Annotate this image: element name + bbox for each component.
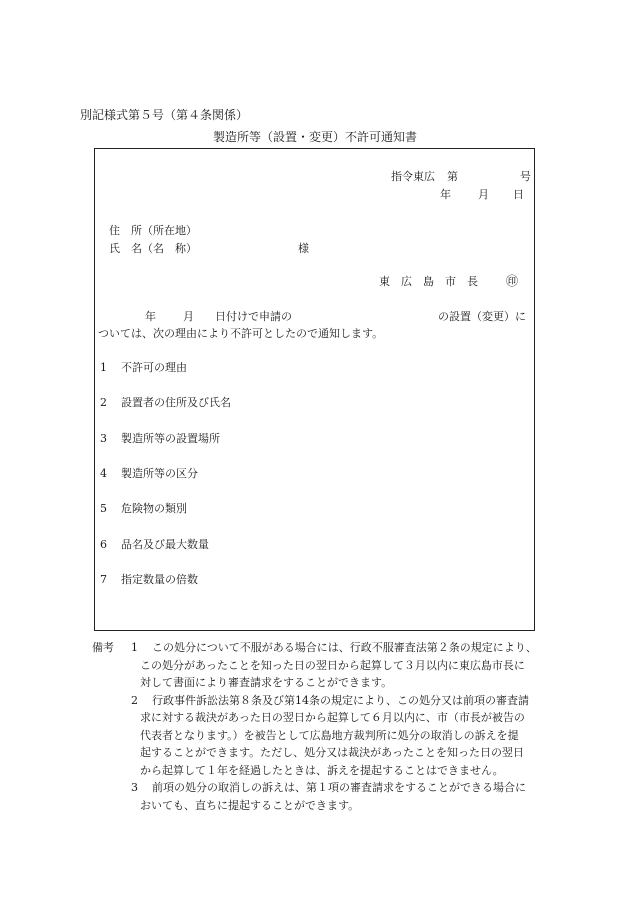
note-line: 対して書面により審査請求をすることができます。 [140, 676, 393, 689]
item-label: 不許可の理由 [121, 361, 187, 374]
item-label: 品名及び最大数量 [121, 537, 209, 551]
body-line-1 [145, 308, 292, 324]
note-item [92, 692, 562, 780]
item-number: 6 [100, 537, 107, 551]
reference-dai: 第 [447, 170, 458, 183]
note-line: から起算して１年を経過したときは、訴えを提起することはできません。 [140, 763, 504, 777]
item-number: 5 [100, 502, 107, 516]
issue-year: 年 [440, 188, 451, 201]
item-number: 3 [100, 431, 107, 445]
notes-section [92, 639, 562, 814]
reference-go: 号 [520, 170, 531, 183]
form-reference: 別記様式第５号（第４条関係） [80, 108, 249, 122]
honorific: 様 [298, 242, 309, 255]
item-number: 7 [100, 572, 107, 586]
item-row [100, 430, 220, 446]
issue-month: 月 [478, 188, 489, 201]
address-label: 住 所（所在地） [109, 224, 197, 237]
reference-prefix: 指令東広 [391, 170, 435, 183]
item-row [100, 571, 198, 587]
note-line: この処分について不服がある場合には、行政不服審査法第２条の規定により、 [152, 641, 537, 654]
note-line: 行政事件訴訟法第８条及び第14条の規定により、この処分又は前項の審査請 [152, 693, 529, 707]
item-number: 2 [100, 396, 107, 410]
body-year: 年 [145, 310, 156, 323]
item-row [100, 500, 187, 516]
note-item [92, 779, 562, 814]
issue-date [440, 186, 524, 202]
item-label: 製造所等の区分 [121, 466, 198, 480]
note-number: 3 [131, 781, 138, 794]
note-number: 1 [131, 641, 138, 654]
item-label: 危険物の類別 [121, 502, 187, 516]
item-row [100, 465, 198, 481]
item-number: 1 [100, 361, 107, 374]
notes-label: 備考 [92, 641, 114, 654]
item-row [100, 359, 187, 375]
item-row [100, 536, 209, 552]
note-item [92, 639, 562, 692]
issuer: 東 広 島 市 長 [379, 275, 478, 288]
note-line: 起することができます。ただし、処分又は裁決があったことを知った日の翌日 [140, 746, 525, 759]
item-label: 設置者の住所及び氏名 [121, 396, 231, 410]
body-day-phrase: 日付けで申請の [215, 310, 292, 323]
issue-day: 日 [513, 188, 524, 201]
note-line: 求に対する裁決があった日の翌日から起算して６月以内に、市（市長が被告の [140, 711, 525, 724]
note-line: 代表者となります。）を被告として広島地方裁判所に処分の取消しの訴えを提 [140, 728, 519, 742]
body-line-2: ついては、次の理由により不許可としたので通知します。 [98, 327, 384, 340]
body-setchi: の設置（変更）に [438, 310, 526, 323]
note-line: 前項の処分の取消しの訴えは、第１項の審査請求をすることができる場合に [152, 781, 526, 794]
item-row [100, 394, 231, 410]
note-number: 2 [131, 693, 138, 707]
note-line: この処分があったことを知った日の翌日から起算して３月以内に東広島市長に [140, 658, 525, 672]
note-line: おいても、直ちに提起することができます。 [140, 798, 360, 812]
item-label: 指定数量の倍数 [121, 572, 198, 586]
item-number: 4 [100, 466, 107, 480]
notice-form-box [94, 148, 535, 631]
item-label: 製造所等の設置場所 [121, 431, 220, 445]
seal-mark: ㊞ [506, 274, 519, 288]
name-label: 氏 名（名 称） [109, 242, 197, 255]
reference-number [391, 168, 531, 184]
document-title: 製造所等（設置・変更）不許可通知書 [212, 130, 417, 144]
body-month: 月 [183, 310, 194, 323]
